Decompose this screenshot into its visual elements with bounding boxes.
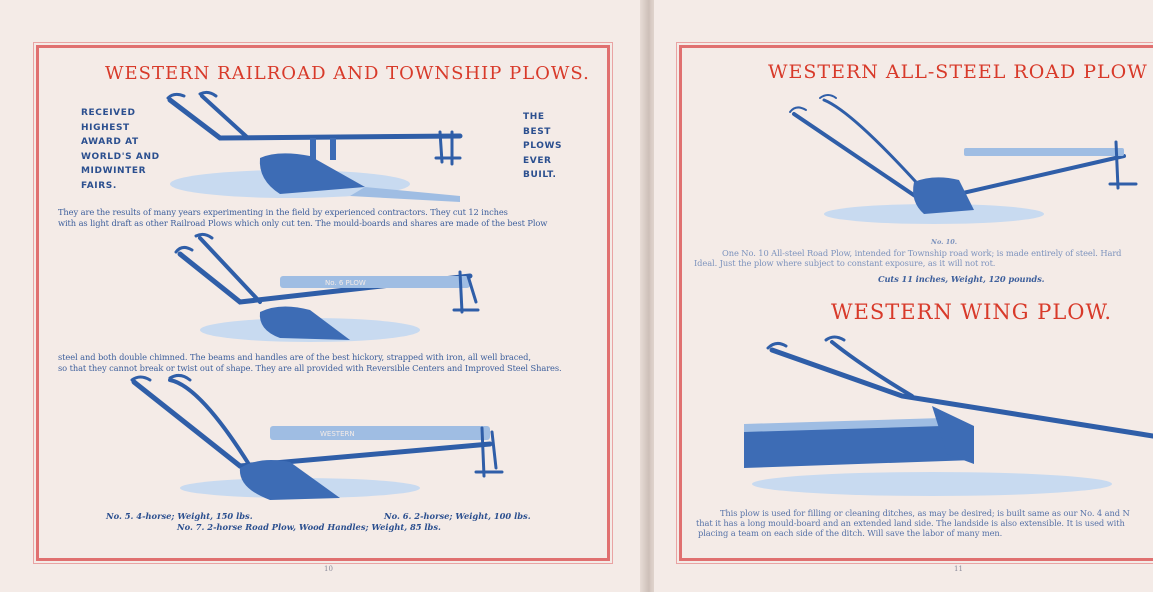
best-line: BEST [523,126,552,137]
plow-caption: No. 6. 2-horse; Weight, 100 lbs. [384,511,531,521]
best-line: EVER [523,155,552,166]
description-line: that it has a long mould-board and an extended land side. The landside is also extensible. It is used with [696,518,1125,528]
page-number: 11 [954,565,963,573]
description-line: They are the results of many years experimenting in the field by experienced contractors. They cut 12 inches [58,207,508,217]
page-number: 10 [324,565,333,573]
beam-lettering: WESTERN [320,430,355,438]
plow-illustration-no5 [160,92,480,204]
plow-number-caption: No. 10. [931,238,957,246]
plow-spec: Cuts 11 inches, Weight, 120 pounds. [878,274,1045,284]
award-line: RECEIVED [81,108,136,118]
description-line: One No. 10 All-steel Road Plow, intended for Township road work; is made entirely of steel. Hard [722,248,1122,258]
award-line: FAIRS. [81,180,117,191]
award-text [81,106,160,193]
page-title: WESTERN ALL-STEEL ROAD PLOW [768,61,1148,83]
road-plow-illustration [784,92,1144,227]
right-catalog-page [654,0,1153,592]
award-line: MIDWINTER [81,166,147,176]
wing-plow-illustration [742,336,1153,504]
description-line: placing a team on each side of the ditch. Will save the labor of many men. [698,528,1003,538]
description-line: steel and both double chimned. The beams and handles are of the best hickory, strapped with iron, all well braced, [58,352,531,362]
best-line: BUILT. [523,170,557,180]
plow-caption: No. 7. 2-horse Road Plow, Wood Handles; Weight, 85 lbs. [177,522,441,532]
description-line: so that they cannot break or twist out of shape. They are all provided with Reversible Centers and Improved Steel Shares. [58,363,562,373]
plow-illustration-no6 [170,232,500,347]
best-plows-text [523,110,562,183]
description-line: This plow is used for filling or cleaning ditches, as may be desired; is built same as our No. 4 and N [720,508,1130,518]
award-line: HIGHEST [81,122,130,133]
section-title: WESTERN WING PLOW. [831,300,1113,324]
best-line: THE [523,112,545,122]
description-line: Ideal. Just the plow where subject to constant exposure, as it will not rot. [694,258,996,268]
page-title: WESTERN RAILROAD AND TOWNSHIP PLOWS. [105,63,590,84]
award-line: AWARD AT [81,137,139,147]
plow-illustration-no7 [130,376,515,504]
plow-caption: No. 5. 4-horse; Weight, 150 lbs. [106,511,253,521]
beam-lettering: No. 6 PLOW [325,279,366,287]
award-line: WORLD'S AND [81,151,160,162]
description-line: with as light draft as other Railroad Plows which only cut ten. The mould-boards and shares are made of the best Plow [58,218,548,228]
best-line: PLOWS [523,141,563,151]
